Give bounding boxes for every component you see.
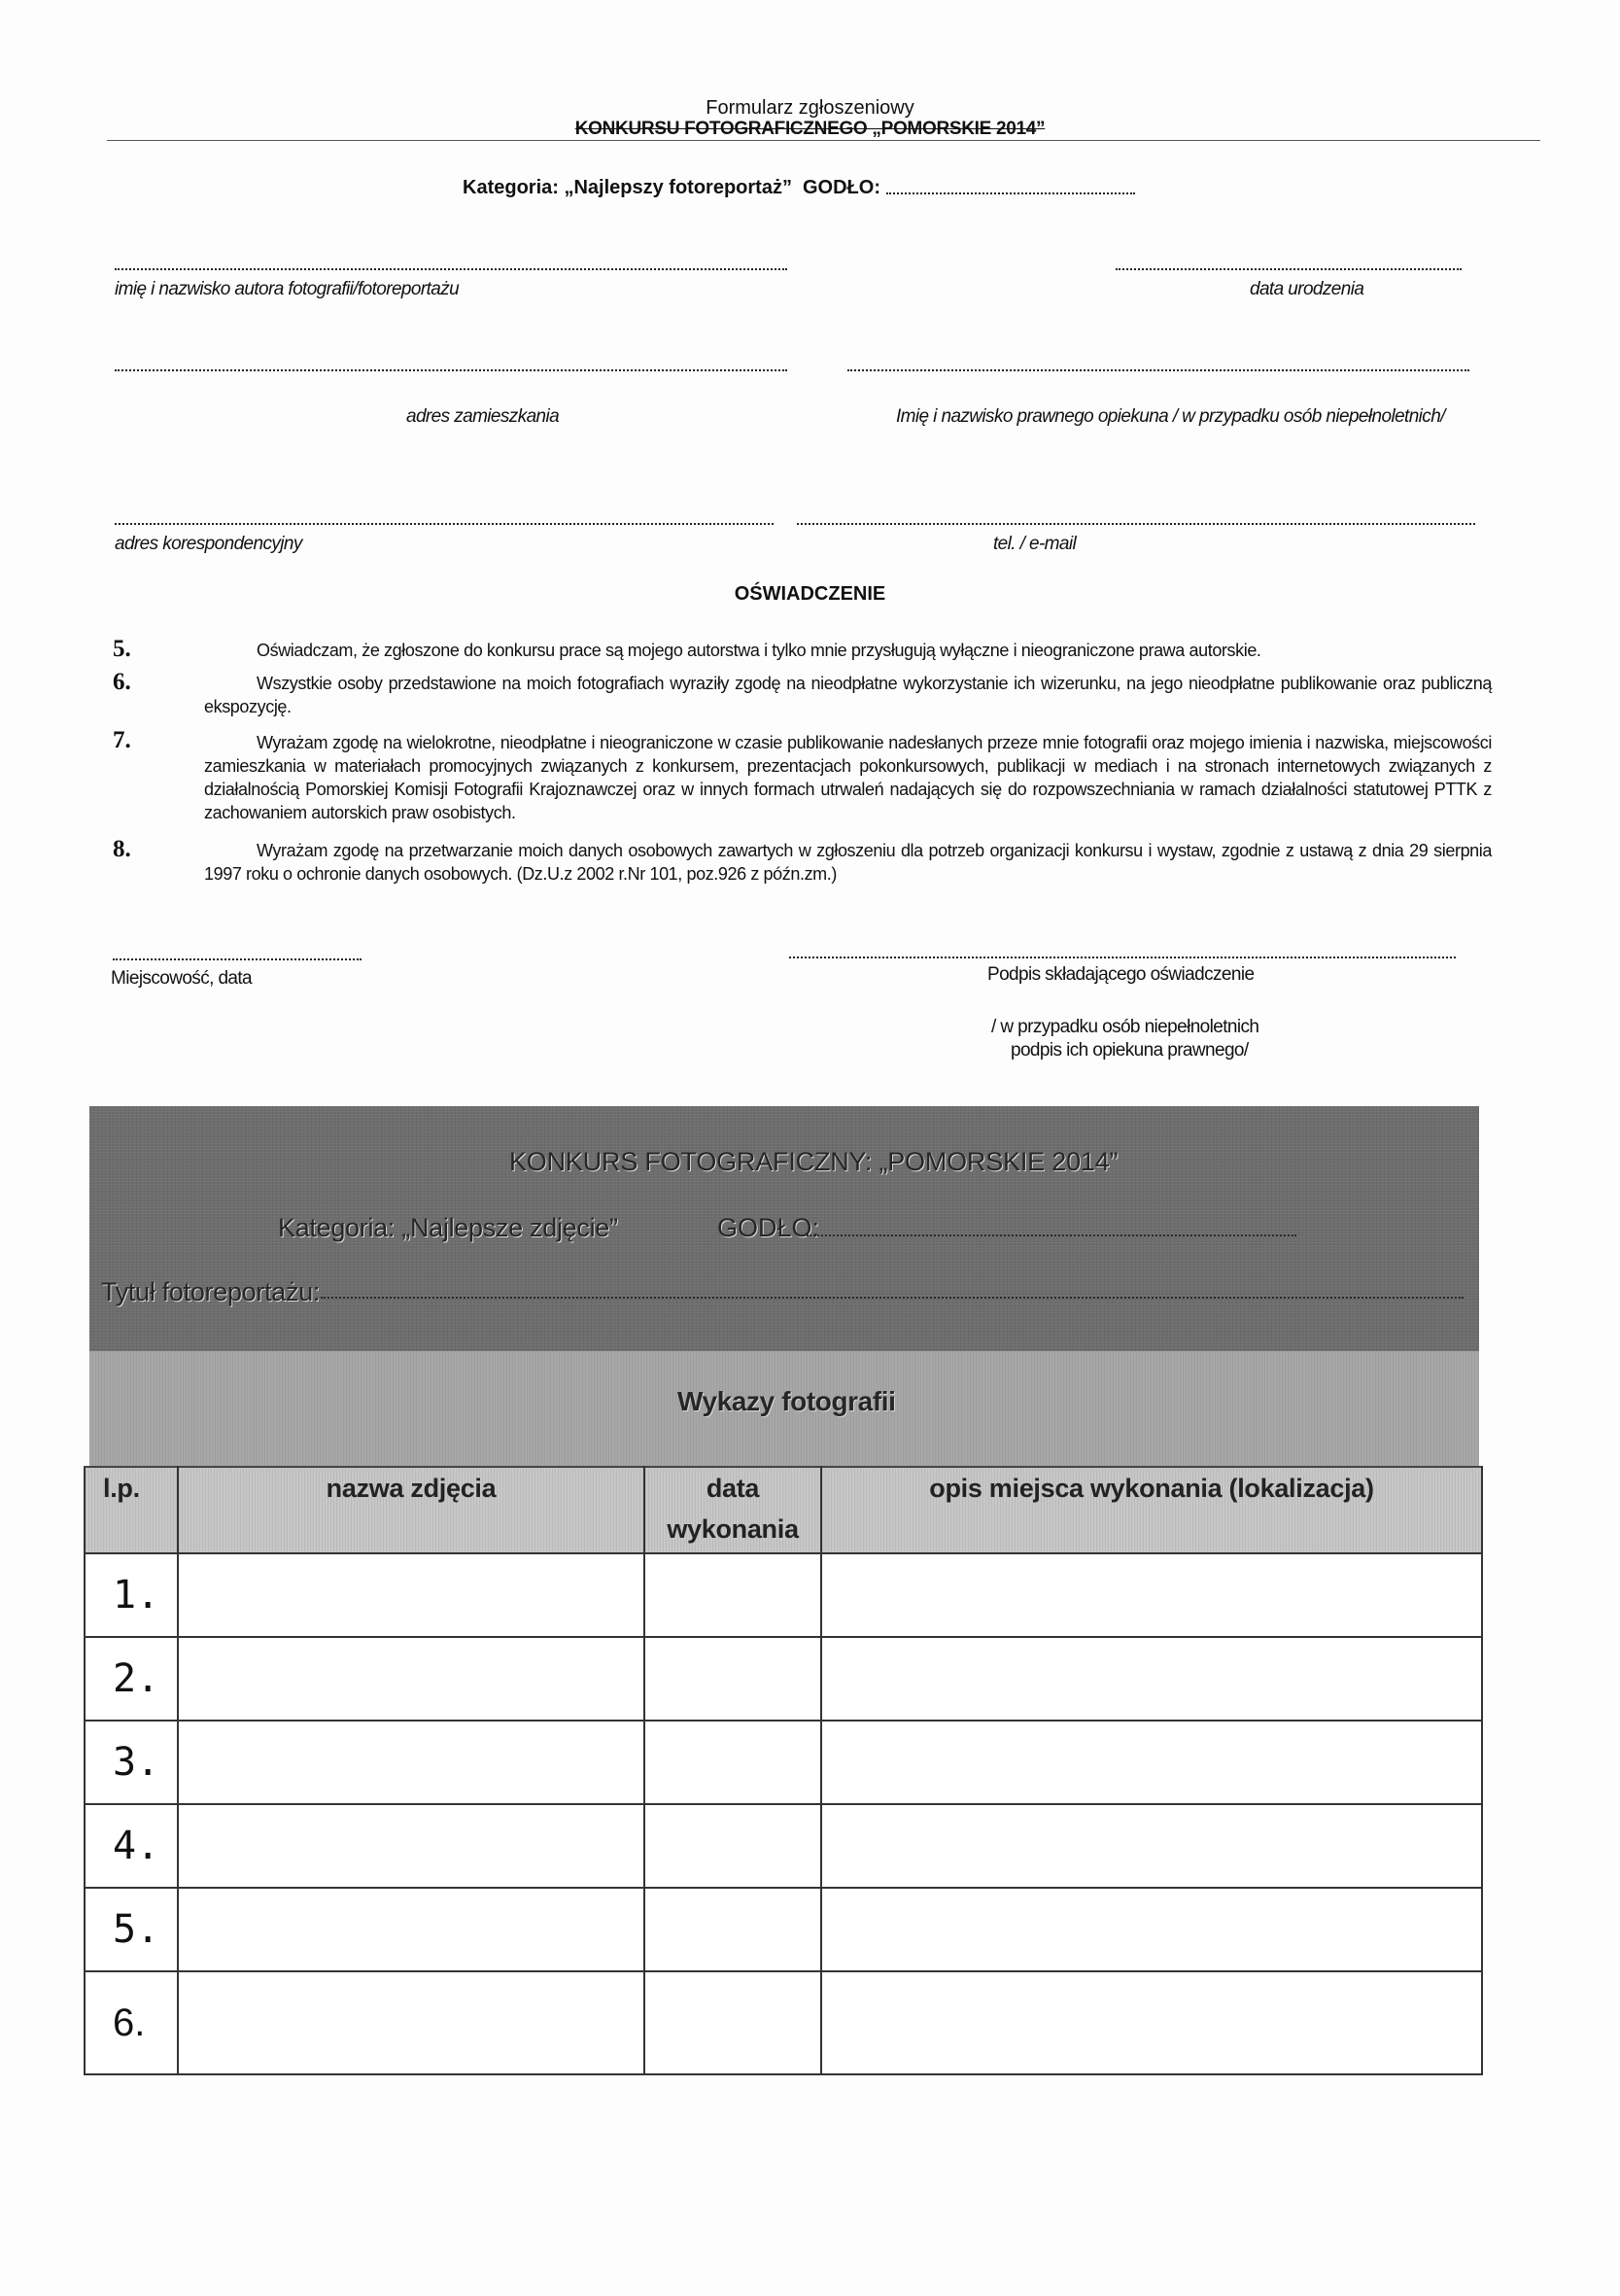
- location-cell[interactable]: [821, 1971, 1482, 2074]
- table-row: [85, 1553, 1482, 1637]
- column-header-date: data wykonania: [644, 1467, 821, 1553]
- table-row: [85, 1888, 1482, 1971]
- table-row: [85, 1637, 1482, 1721]
- category-label: Kategoria: „Najlepszy fotoreportaż”: [463, 177, 792, 198]
- location-cell[interactable]: [821, 1553, 1482, 1637]
- signature-label: Podpis składającego oświadczenie: [987, 964, 1255, 985]
- photo-contest-title: KONKURS FOTOGRAFICZNY: „POMORSKIE 2014”: [509, 1147, 1119, 1176]
- guardian-field[interactable]: [847, 369, 1469, 371]
- declaration-num: 7.: [113, 727, 131, 753]
- minor-note-line2: podpis ich opiekuna prawnego/: [1011, 1040, 1249, 1061]
- row-number: 3.: [85, 1721, 178, 1804]
- correspondence-field[interactable]: [115, 523, 774, 525]
- photo-category-label: Kategoria: „Najlepsze zdjęcie”: [278, 1213, 618, 1242]
- list-heading: Wykazy fotografii: [677, 1386, 896, 1416]
- godlo-field[interactable]: [886, 192, 1135, 194]
- declaration-text: Wszystkie osoby przedstawione na moich fotografiach wyraziły zgodę na nieodpłatne wykorzystanie ich wizerunku, na jego nieodpłatne publikowanie oraz publiczną ekspozycję.: [204, 674, 1492, 716]
- declaration-text: Oświadczam, że zgłoszone do konkursu prace są mojego autorstwa i tylko mnie przysługują wyłączne i nieograniczone prawa autorskie.: [257, 641, 1261, 660]
- minor-note-line1: / w przypadku osób niepełnoletnich: [991, 1017, 1259, 1037]
- declaration-heading: OŚWIADCZENIE: [734, 583, 886, 605]
- date-cell[interactable]: [644, 1637, 821, 1721]
- photo-name-cell[interactable]: [178, 1553, 644, 1637]
- location-cell[interactable]: [821, 1721, 1482, 1804]
- date-cell[interactable]: [644, 1888, 821, 1971]
- contest-title: KONKURSU FOTOGRAFICZNEGO „POMORSKIE 2014”: [574, 119, 1046, 139]
- place-date-field[interactable]: [113, 958, 362, 960]
- date-cell[interactable]: [644, 1971, 821, 2074]
- row-number: 1.: [85, 1553, 178, 1637]
- photo-godlo-label: GODŁO:: [717, 1213, 820, 1242]
- correspondence-label: adres korespondencyjny: [115, 534, 302, 554]
- date-cell[interactable]: [644, 1553, 821, 1637]
- column-header-photo-name: nazwa zdjęcia: [178, 1467, 644, 1553]
- date-cell[interactable]: [644, 1721, 821, 1804]
- table-row: [85, 1804, 1482, 1888]
- address-label: adres zamieszkania: [406, 406, 560, 427]
- godlo-label: GODŁO:: [803, 177, 880, 198]
- location-cell[interactable]: [821, 1804, 1482, 1888]
- address-field[interactable]: [115, 369, 787, 371]
- column-header-lp: l.p.: [85, 1467, 178, 1553]
- row-number: 4.: [85, 1804, 178, 1888]
- photo-name-cell[interactable]: [178, 1971, 644, 2074]
- author-name-field[interactable]: [115, 268, 787, 270]
- declaration-text: Wyrażam zgodę na wielokrotne, nieodpłatne i nieograniczone w czasie publikowanie nadesłanych przeze mnie fotografii oraz mojego imienia i nazwiska, miejscowości zamieszkania w materiałach promocyjnych związanych z konkursem, prezentacjach pokonkursowych, publikacji w mediach i na stronach internetowych związanych z działalnością Pomorskiej Komisji Fotografii Krajoznawczej oraz w innych formach utrwaleń nadających się do rozpowszechniania w ramach działalności statutowej PTTK z zachowaniem autorskich praw osobistych.: [204, 733, 1492, 822]
- column-header-location: opis miejsca wykonania (lokalizacja): [821, 1467, 1482, 1553]
- photo-name-cell[interactable]: [178, 1804, 644, 1888]
- guardian-label: Imię i nazwisko prawnego opiekuna / w przypadku osób niepełnoletnich/: [896, 406, 1445, 427]
- location-cell[interactable]: [821, 1888, 1482, 1971]
- row-number: 2.: [85, 1637, 178, 1721]
- report-title-field[interactable]: [321, 1297, 1464, 1299]
- birth-date-label: data urodzenia: [1250, 279, 1364, 299]
- author-name-label: imię i nazwisko autora fotografii/fotoreportażu: [115, 279, 460, 299]
- photo-name-cell[interactable]: [178, 1721, 644, 1804]
- photo-name-cell[interactable]: [178, 1637, 644, 1721]
- birth-date-field[interactable]: [1116, 268, 1462, 270]
- declaration-text: Wyrażam zgodę na przetwarzanie moich danych osobowych zawartych w zgłoszeniu dla potrzeb organizacji konkursu i wystaw, zgodnie z ustawą z dnia 29 sierpnia 1997 roku o ochronie danych osobowych. (Dz.U.z 2002 r.Nr 101, poz.926 z późn.zm.): [204, 841, 1492, 884]
- report-title-label: Tytuł fotoreportażu:: [101, 1277, 321, 1306]
- row-number: 6.: [85, 1971, 178, 2074]
- place-date-label: Miejscowość, data: [111, 968, 253, 989]
- row-number: 5.: [85, 1888, 178, 1971]
- declaration-num: 8.: [113, 836, 131, 862]
- declaration-num: 6.: [113, 669, 131, 695]
- contact-field[interactable]: [797, 523, 1475, 525]
- table-row: [85, 1721, 1482, 1804]
- contact-label: tel. / e-mail: [993, 534, 1077, 554]
- header-rule: [107, 140, 1540, 141]
- declaration-num: 5.: [113, 636, 131, 662]
- location-cell[interactable]: [821, 1637, 1482, 1721]
- table-header-row: [85, 1467, 1482, 1553]
- photo-godlo-field[interactable]: [807, 1235, 1296, 1236]
- date-cell[interactable]: [644, 1804, 821, 1888]
- signature-field[interactable]: [789, 957, 1456, 958]
- photo-name-cell[interactable]: [178, 1888, 644, 1971]
- table-row: [85, 1971, 1482, 2074]
- form-title: Formularz zgłoszeniowy: [706, 97, 914, 119]
- photo-list-table: [84, 1466, 1483, 2075]
